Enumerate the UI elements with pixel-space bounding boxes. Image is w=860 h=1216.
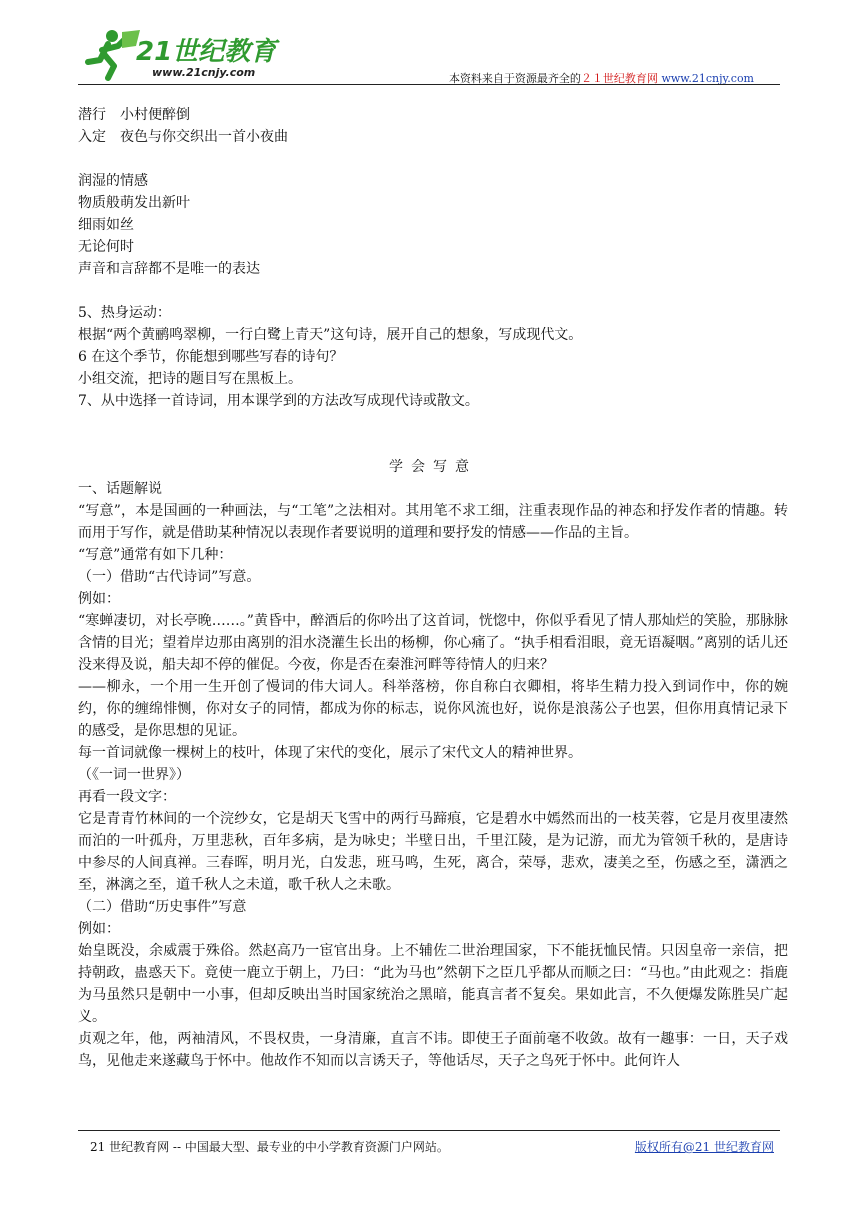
heading-topic: 一、话题解说 xyxy=(78,481,162,497)
logo-url: www.21cnjy.com xyxy=(152,66,256,79)
example-label: 例如： xyxy=(78,921,120,937)
paragraph: 贞观之年，他，两袖清风，不畏权贵，一身清廉，直言不讳。即使王子面前毫不收敛。故有一趣事：一日，天子戏鸟，见他走来遂藏鸟于怀中。他故作不知而以言诱天子，等他话尽，天子之鸟死于怀中。此何许人 xyxy=(78,1031,788,1069)
header-note-brand: ２１世纪教育网 xyxy=(580,72,658,85)
exercise-line: 6 在这个季节，你能想到哪些写春的诗句？ xyxy=(78,349,344,365)
paragraph: 始皇既没，余威震于殊俗。然赵高乃一宦官出身。上不辅佐二世治理国家，下不能抚恤民情。只因皇帝一亲信，把持朝政，蛊惑天下。竟使一鹿立于朝上，乃曰：“此为马也”然朝下之臣几乎都从而顺之曰：“马也。”由此观之：指鹿为马虽然只是朝中一小事，但却反映出当时国家统治之黑暗，能真言者不复矣。果如此言，不久便爆发陈胜吴广起义。 xyxy=(78,943,788,1025)
header-note-url[interactable]: www.21cnjy.com xyxy=(661,72,754,85)
footer-site-note: 21 世纪教育网 -- 中国最大型、最专业的中小学教育资源门户网站。 xyxy=(90,1140,449,1154)
poem-block xyxy=(78,104,788,302)
paragraph: 每一首词就像一棵树上的枝叶，体现了宋代的变化，展示了宋代文人的精神世界。 xyxy=(78,745,582,761)
exercise-block xyxy=(78,302,788,412)
exercise-line: 根据“两个黄鹂鸣翠柳，一行白鹭上青天”这句诗，展开自己的想象，写成现代文。 xyxy=(78,327,583,343)
header-note-prefix: 本资料来自于资源最齐全的 xyxy=(448,72,581,85)
example-label: 例如： xyxy=(78,591,120,607)
subheading: （一）借助“古代诗词”写意。 xyxy=(78,569,261,585)
page-header xyxy=(78,22,780,84)
article-block xyxy=(78,478,788,1072)
paragraph: “寒蝉凄切，对长亭晚……。”黄昏中，醉酒后的你吟出了这首词，恍惚中，你似乎看见了情人那灿烂的笑脸，那脉脉含情的目光；望着岸边那由离别的泪水浇灌生长出的杨柳，你心痛了。“执手相看泪眼，竟无语凝咽。”离别的话儿还没来得及说，船夫却不停的催促。今夜，你是否在秦淮河畔等待情人的归来？ xyxy=(78,613,788,673)
section-title: 学会写意 xyxy=(389,459,477,475)
paragraph: 再看一段文字： xyxy=(78,789,176,805)
poem-line: 声音和言辞都不是唯一的表达 xyxy=(78,261,260,277)
poem-line: 无论何时 xyxy=(78,239,134,255)
poem-line: 入定 夜色与你交织出一首小夜曲 xyxy=(78,129,288,145)
paragraph: “写意”，本是国画的一种画法，与“工笔”之法相对。其用笔不求工细，注重表现作品的神态和抒发作者的情趣。转而用于写作，就是借助某种情况以表现作者要说明的道理和要抒发的情感——作品的主旨。 xyxy=(78,503,788,541)
exercise-line: 7、从中选择一首诗词，用本课学到的方法改写成现代诗或散文。 xyxy=(78,393,479,409)
exercise-line: 5、热身运动： xyxy=(78,305,171,321)
exercise-line: 小组交流，把诗的题目写在黑板上。 xyxy=(78,371,302,387)
paragraph: ——柳永，一个用一生开创了慢词的伟大词人。科举落榜，你自称白衣卿相，将毕生精力投入到词作中，你的婉约，你的缠绵悱恻，你对女子的同情，都成为你的标志，说你风流也好，说你是浪荡公子也罢，但你用真情记录下的感受，是你思想的见证。 xyxy=(78,679,788,739)
poem-line: 细雨如丝 xyxy=(78,217,134,233)
poem-line: 物质般萌发出新叶 xyxy=(78,195,190,211)
poem-line: 润湿的情感 xyxy=(78,173,148,189)
subheading: （二）借助“历史事件”写意 xyxy=(78,899,247,915)
blank-line xyxy=(78,434,788,456)
paragraph: 它是青青竹林间的一个浣纱女，它是胡天飞雪中的两行马蹄痕，它是碧水中嫣然而出的一枝芙蓉，它是月夜里凄然而泊的一叶孤舟，万里悲秋，百年多病，是为咏史；半壁日出，千里江陵，是为记游，而尤为管领千秋的，是唐诗中参尽的人间真禅。三春晖，明月光，白发悲，班马鸣，生死，离合，荣辱，悲欢，凄美之至，伤感之至，潇洒之至，淋漓之至，道千秋人之未道，歌千秋人之未歌。 xyxy=(78,811,788,893)
blank-line xyxy=(78,280,788,302)
footer-copyright-link[interactable]: 版权所有@21 世纪教育网 xyxy=(634,1140,774,1154)
footer-divider xyxy=(78,1130,780,1131)
citation: （《一词一世界》） xyxy=(78,767,190,783)
logo-21cnjy[interactable] xyxy=(78,22,308,84)
blank-line xyxy=(78,148,788,170)
document-body xyxy=(78,104,788,1072)
logo-text: 21世纪教育 xyxy=(136,37,277,67)
running-figure-icon xyxy=(88,30,140,78)
header-divider xyxy=(78,84,780,85)
poem-line: 潜行 小村便醉倒 xyxy=(78,107,190,123)
blank-line xyxy=(78,412,788,434)
paragraph: “写意”通常有如下几种： xyxy=(78,547,233,563)
